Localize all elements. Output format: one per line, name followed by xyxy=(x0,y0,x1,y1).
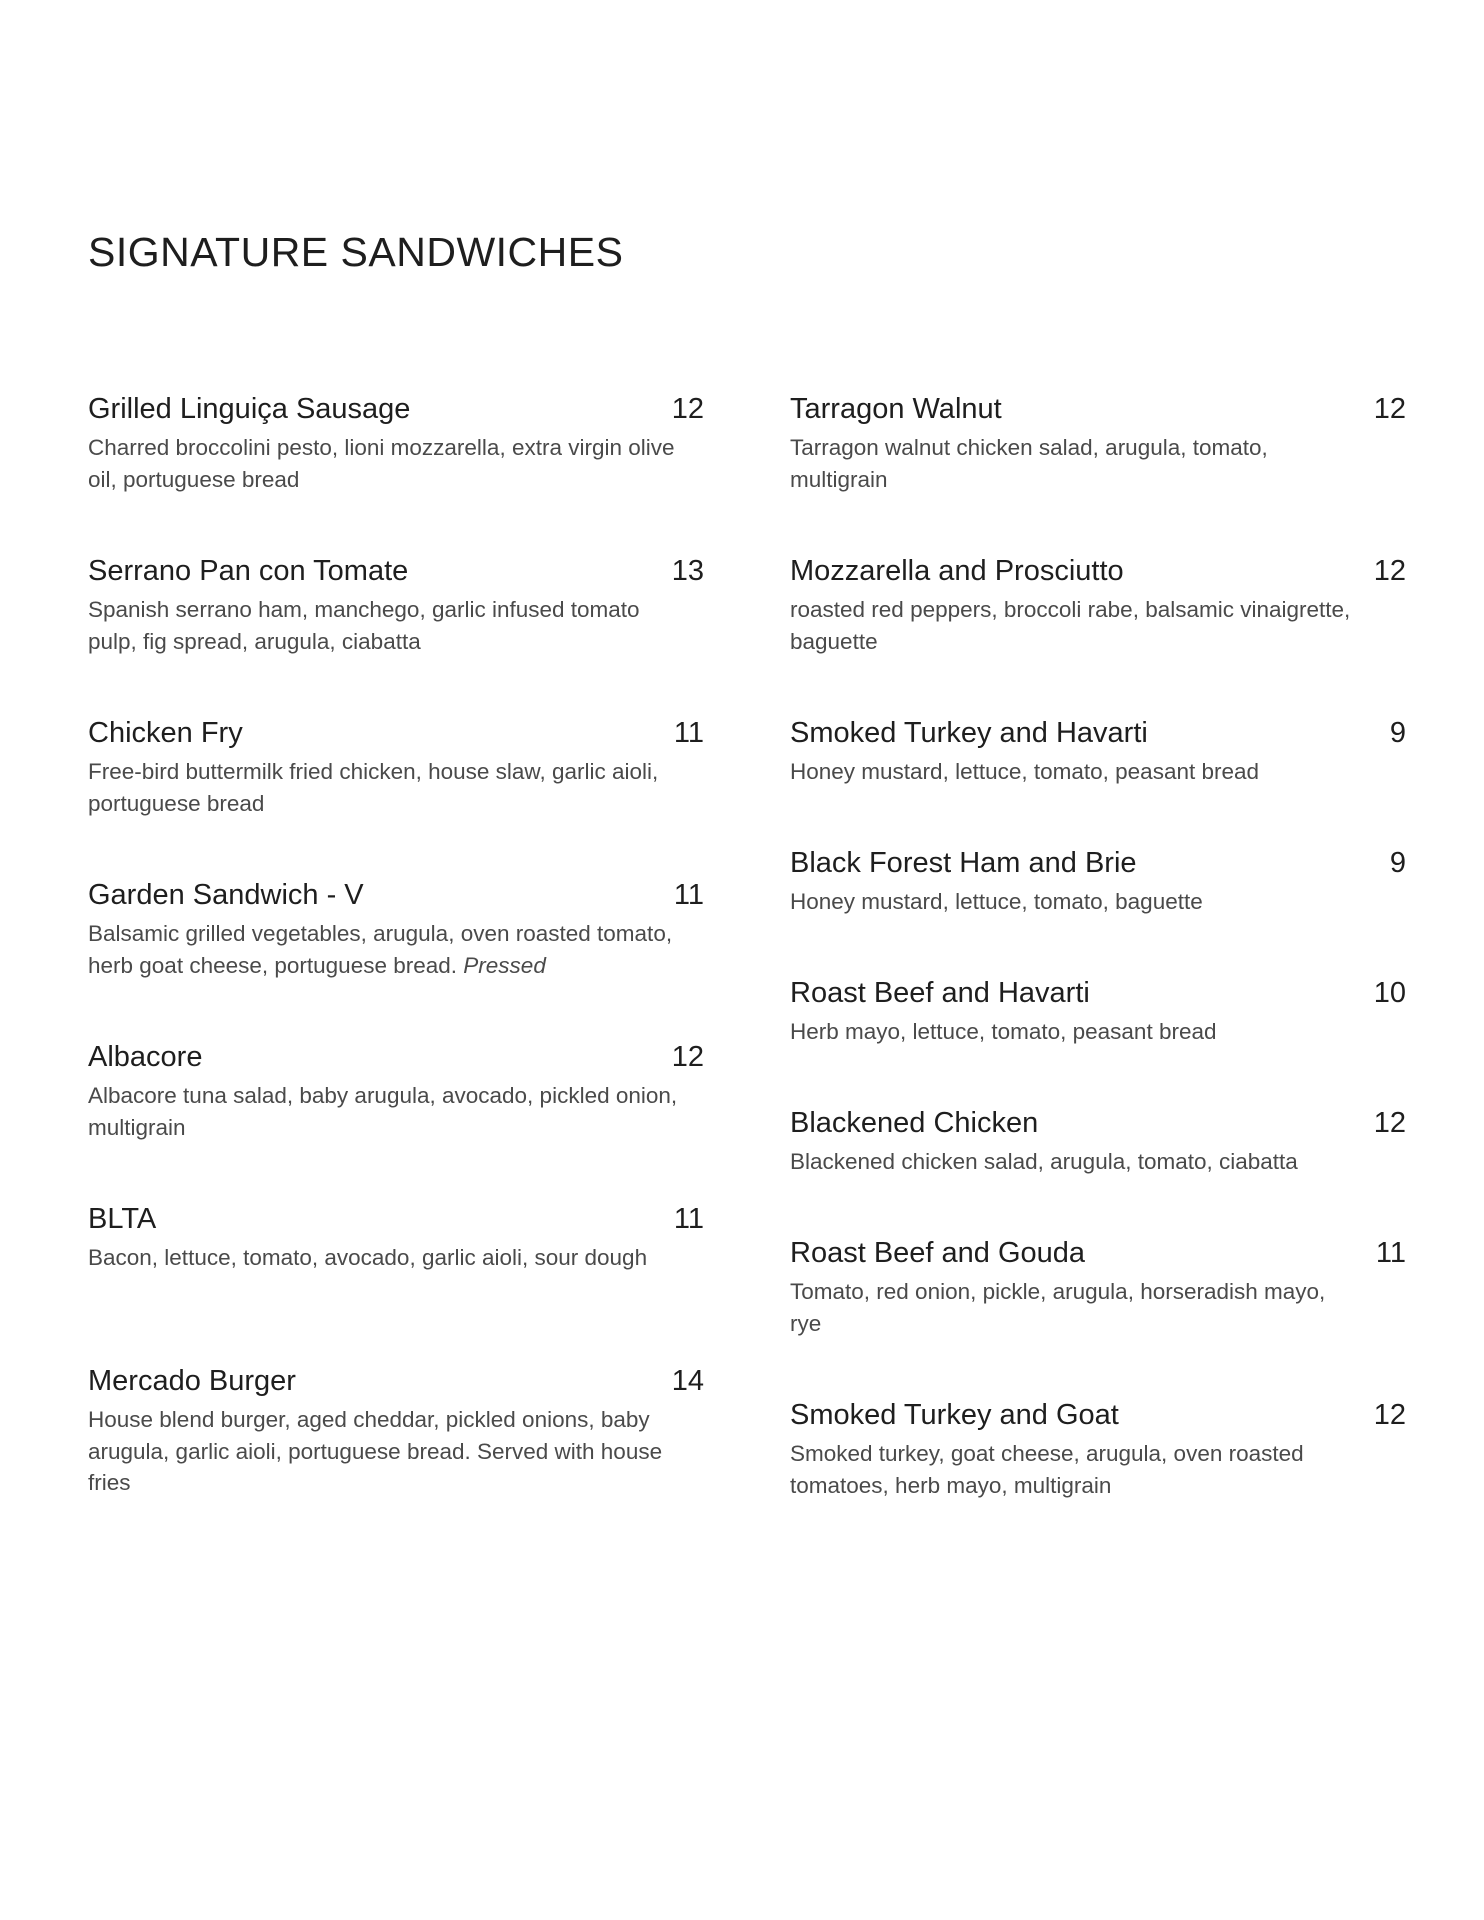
item-description xyxy=(88,918,678,981)
menu-item xyxy=(790,551,1406,657)
item-name: Grilled Linguiça Sausage xyxy=(88,393,411,425)
item-name: Black Forest Ham and Brie xyxy=(790,847,1137,879)
item-price: 12 xyxy=(671,393,704,425)
menu-item xyxy=(790,1395,1406,1501)
item-name: Roast Beef and Havarti xyxy=(790,977,1090,1009)
item-price: 12 xyxy=(1373,1399,1406,1431)
item-description: Honey mustard, lettuce, tomato, baguette xyxy=(790,889,1203,914)
item-description: Charred broccolini pesto, lioni mozzarella, extra virgin olive oil, portuguese bread xyxy=(88,435,675,492)
item-name: Smoked Turkey and Havarti xyxy=(790,717,1148,749)
menu-item xyxy=(88,875,704,981)
menu-item xyxy=(88,389,704,495)
item-price: 12 xyxy=(671,1041,704,1073)
menu-item xyxy=(88,1199,704,1274)
menu-item xyxy=(88,1037,704,1143)
item-name: Garden Sandwich - V xyxy=(88,879,364,911)
item-name: Roast Beef and Gouda xyxy=(790,1237,1086,1269)
menu-item xyxy=(790,389,1406,495)
item-description-text: Balsamic grilled vegetables, arugula, oven roasted tomato, herb goat cheese, portuguese bread. xyxy=(88,921,673,978)
item-note: Pressed xyxy=(463,952,546,978)
menu-item xyxy=(88,551,704,657)
item-description: Blackened chicken salad, arugula, tomato, ciabatta xyxy=(790,1149,1298,1174)
item-description: Bacon, lettuce, tomato, avocado, garlic aioli, sour dough xyxy=(88,1245,648,1270)
item-name: Chicken Fry xyxy=(88,717,243,749)
item-price: 11 xyxy=(673,879,704,911)
page-title: SIGNATURE SANDWICHES xyxy=(88,229,624,275)
item-price: 13 xyxy=(671,555,704,587)
item-description: Albacore tuna salad, baby arugula, avocado, pickled onion, multigrain xyxy=(88,1083,678,1140)
menu-item xyxy=(88,1361,704,1499)
item-description: Free-bird buttermilk fried chicken, house slaw, garlic aioli, portuguese bread xyxy=(88,759,659,816)
item-price: 11 xyxy=(1375,1237,1406,1269)
item-description: House blend burger, aged cheddar, pickled onions, baby arugula, garlic aioli, portuguese bread. Served with house fries xyxy=(88,1407,663,1495)
item-description: roasted red peppers, broccoli rabe, balsamic vinaigrette, baguette xyxy=(790,597,1351,654)
item-name: Blackened Chicken xyxy=(790,1107,1039,1139)
item-price: 9 xyxy=(1389,717,1406,749)
item-price: 12 xyxy=(1373,393,1406,425)
item-price: 12 xyxy=(1373,1107,1406,1139)
item-price: 9 xyxy=(1389,847,1406,879)
item-price: 14 xyxy=(671,1365,704,1397)
item-name: Smoked Turkey and Goat xyxy=(790,1399,1119,1431)
item-description: Spanish serrano ham, manchego, garlic infused tomato pulp, fig spread, arugula, ciabatta xyxy=(88,597,640,654)
menu-item xyxy=(790,843,1406,918)
item-name: Tarragon Walnut xyxy=(790,393,1002,425)
item-description: Tarragon walnut chicken salad, arugula, tomato, multigrain xyxy=(790,435,1268,492)
item-price: 10 xyxy=(1373,977,1406,1009)
menu-item xyxy=(88,713,704,819)
item-name: BLTA xyxy=(88,1203,157,1235)
item-description: Honey mustard, lettuce, tomato, peasant bread xyxy=(790,759,1260,784)
item-name: Mozzarella and Prosciutto xyxy=(790,555,1124,587)
menu-item xyxy=(790,973,1406,1048)
item-name: Mercado Burger xyxy=(88,1365,296,1397)
item-description: Smoked turkey, goat cheese, arugula, oven roasted tomatoes, herb mayo, multigrain xyxy=(790,1441,1304,1498)
item-description: Herb mayo, lettuce, tomato, peasant bread xyxy=(790,1019,1217,1044)
item-description: Tomato, red onion, pickle, arugula, horseradish mayo, rye xyxy=(790,1279,1326,1336)
menu-item xyxy=(790,1233,1406,1339)
item-name: Serrano Pan con Tomate xyxy=(88,555,409,587)
item-price: 11 xyxy=(673,1203,704,1235)
item-price: 12 xyxy=(1373,555,1406,587)
item-price: 11 xyxy=(673,717,704,749)
menu-item xyxy=(790,713,1406,788)
item-name: Albacore xyxy=(88,1041,203,1073)
menu-item xyxy=(790,1103,1406,1178)
